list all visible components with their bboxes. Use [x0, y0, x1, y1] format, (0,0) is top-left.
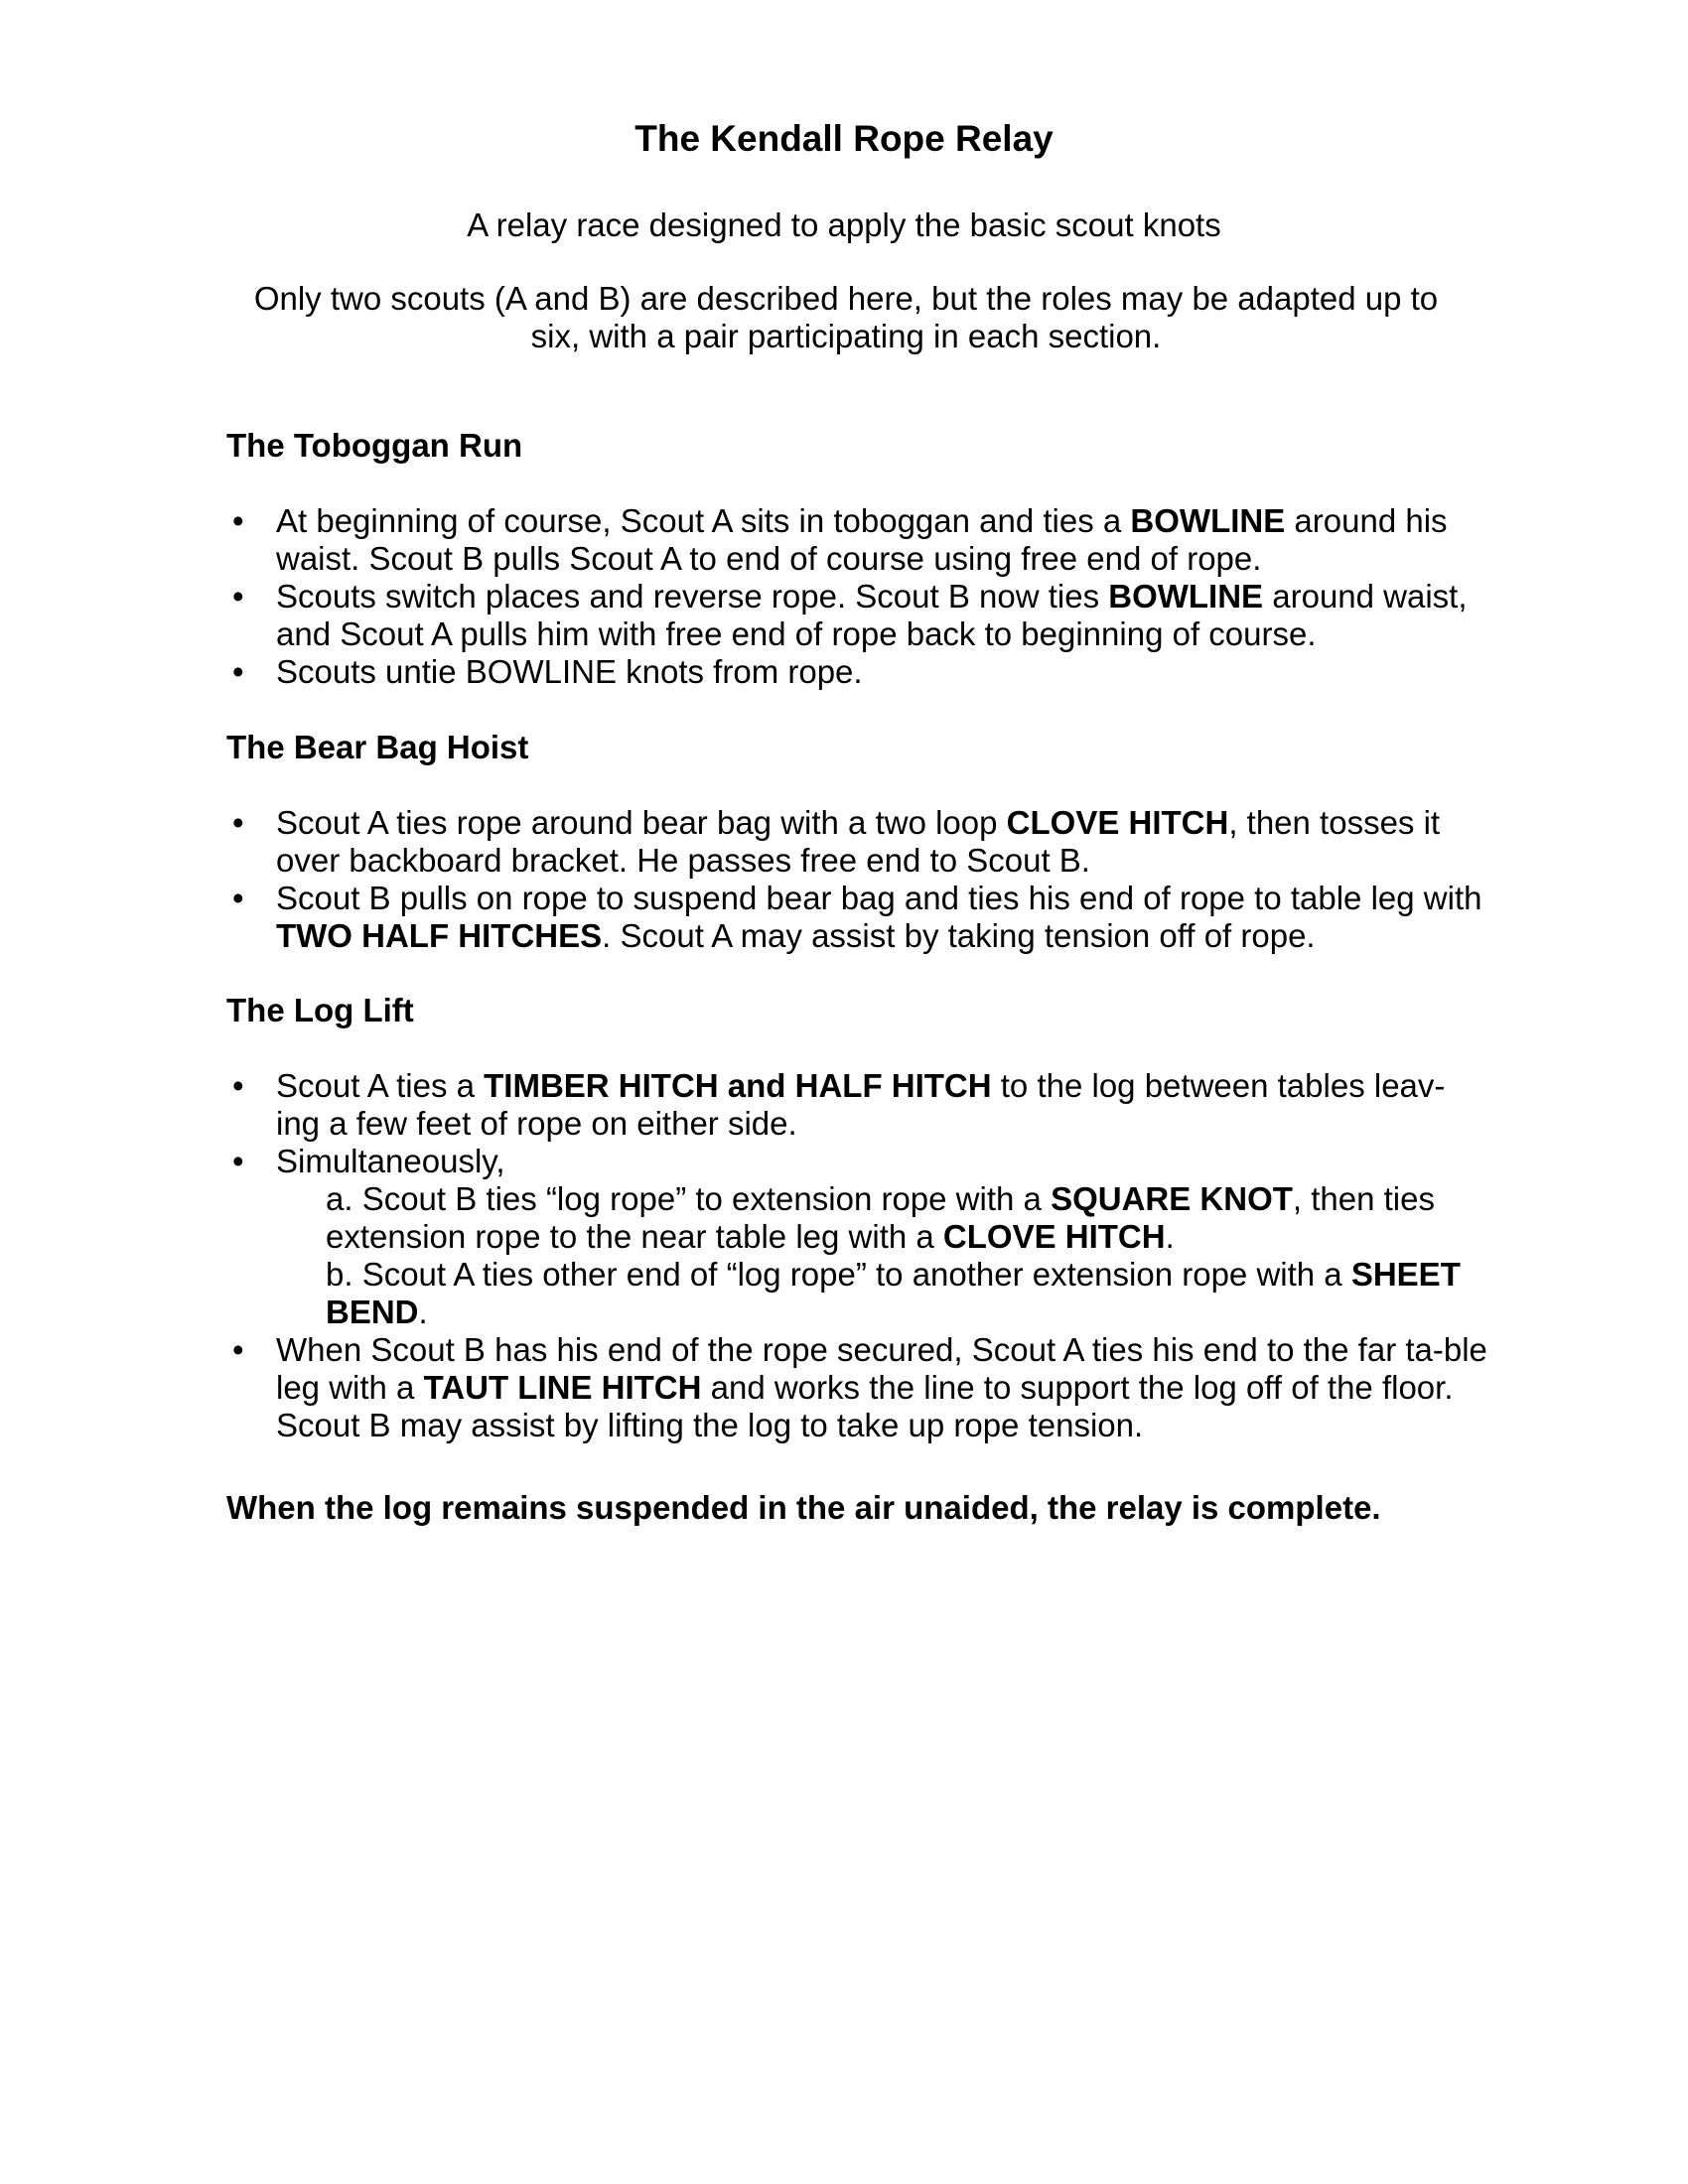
- list-item: • Scouts switch places and reverse rope. Scout B now ties BOWLINE around waist, and Scout A pulls him with free end of rope back to beginning of course.: [232, 578, 1468, 652]
- intro-paragraph: Only two scouts (A and B) are described here, but the roles may be adapted up to six, with a pair participating in each section.: [253, 280, 1439, 354]
- knot-name: BOWLINE: [1130, 502, 1286, 539]
- bullet-icon: •: [232, 1143, 244, 1179]
- list-item: • Scout A ties a TIMBER HITCH and HALF HITCH to the log between tables leav-ing a few feet of rope on either side.: [232, 1067, 1446, 1142]
- sub-step-b: b. Scout A ties other end of “log rope” to another extension rope with a SHEET BEND.: [326, 1256, 1461, 1330]
- bullet-icon: •: [232, 1067, 244, 1104]
- bullet-icon: •: [232, 804, 244, 841]
- bullet-icon: •: [232, 880, 244, 916]
- knot-name: SQUARE KNOT: [1051, 1180, 1293, 1217]
- list-item: • Simultaneously, a. Scout B ties “log rope” to extension rope with a SQUARE KNOT, then ties extension rope to the near table leg with a CLOVE HITCH. b. Scout A ties other end of “log rope” to another extension rope with a SHEET BEND.: [226, 1143, 1487, 1331]
- bullet-icon: •: [232, 578, 244, 614]
- list-item: • Scouts untie BOWLINE knots from rope.: [232, 653, 863, 690]
- section-heading-bear-bag-hoist: The Bear Bag Hoist: [226, 729, 529, 765]
- knot-name: TIMBER HITCH and HALF HITCH: [484, 1067, 992, 1104]
- list-item: • At beginning of course, Scout A sits in toboggan and ties a BOWLINE around his waist. Scout B pulls Scout A to end of course using free end of rope.: [232, 502, 1448, 577]
- bullet-icon: •: [232, 1331, 244, 1368]
- page-title: The Kendall Rope Relay: [634, 118, 1054, 159]
- knot-name: CLOVE HITCH: [1006, 804, 1229, 841]
- page-subtitle: A relay race designed to apply the basic scout knots: [467, 206, 1221, 243]
- knot-name: SHEET BEND: [326, 1256, 1461, 1330]
- toboggan-run-list: [226, 502, 1487, 691]
- knot-name: TAUT LINE HITCH: [423, 1369, 702, 1406]
- knot-name: TWO HALF HITCHES: [276, 917, 603, 954]
- closing-statement: When the log remains suspended in the air unaided, the relay is complete.: [226, 1489, 1381, 1526]
- bear-bag-hoist-list: [226, 804, 1487, 955]
- log-lift-list: [226, 1067, 1487, 1444]
- bullet-icon: •: [232, 653, 244, 690]
- list-item: • When Scout B has his end of the rope secured, Scout A ties his end to the far ta-ble leg with a TAUT LINE HITCH and works the line to support the log off of the floor. Scout B may assist by lifting the log to take up rope tension.: [232, 1331, 1487, 1443]
- list-item: • Scout B pulls on rope to suspend bear bag and ties his end of rope to table leg with TWO HALF HITCHES. Scout A may assist by taking tension off of rope.: [232, 880, 1482, 954]
- sub-step-a: a. Scout B ties “log rope” to extension rope with a SQUARE KNOT, then ties extension rope to the near table leg with a CLOVE HITCH.: [326, 1180, 1435, 1255]
- section-heading-log-lift: The Log Lift: [226, 992, 414, 1028]
- list-item: • Scout A ties rope around bear bag with a two loop CLOVE HITCH, then tosses it over backboard bracket. He passes free end to Scout B.: [232, 804, 1441, 879]
- bullet-icon: •: [232, 502, 244, 539]
- section-heading-toboggan-run: The Toboggan Run: [226, 427, 523, 464]
- knot-name: BOWLINE: [1108, 578, 1264, 614]
- knot-name: CLOVE HITCH: [942, 1218, 1166, 1255]
